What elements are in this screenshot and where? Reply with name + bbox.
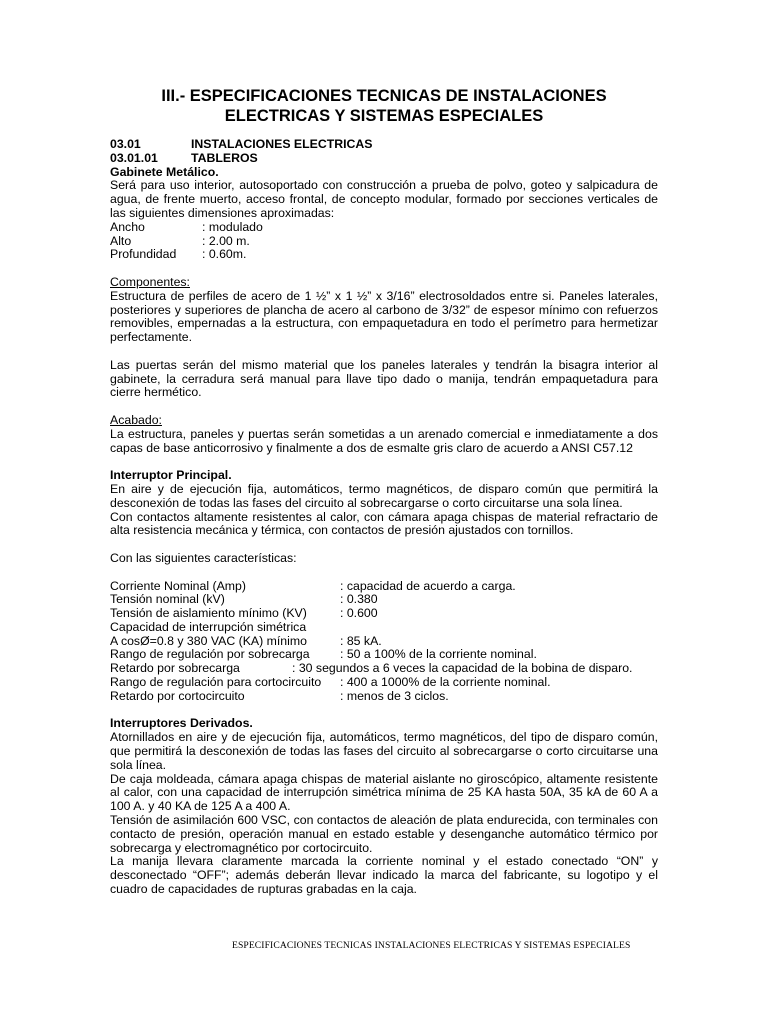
spec-value: : 0.600 <box>340 606 378 621</box>
section-name: INSTALACIONES ELECTRICAS <box>191 137 373 151</box>
title-line-1: III.- ESPECIFICACIONES TECNICAS DE INSTALACIONES <box>161 87 607 105</box>
section-heading-03-01 <box>110 138 658 152</box>
spec-value: : 400 a 1000% de la corriente nominal. <box>340 675 551 690</box>
spec-value: : 30 segundos a 6 veces la capacidad de la bobina de disparo. <box>292 661 633 676</box>
dimension-row <box>110 235 658 249</box>
spec-key: Tensión nominal (kV) <box>110 592 225 607</box>
spec-key: Tensión de aislamiento mínimo (KV) <box>110 606 307 621</box>
derivados-paragraph-4: La manija llevara claramente marcada la corriente nominal y el estado conectado “ON” y desconectado “OFF”; además deberán llevar indicado la marca del fabricante, su logotipo y el cuadro de capacidades de rupturas grabadas en la caja. <box>110 854 658 897</box>
dimension-key: Ancho <box>110 219 145 234</box>
gabinete-intro: Será para uso interior, autosoportado con construcción a prueba de polvo, goteo y salpicadura de agua, de frente muerto, acceso frontal, de concepto modular, formado por secciones verticales de las siguientes dimensiones aproximadas: <box>110 178 658 220</box>
page-footer: ESPECIFICACIONES TECNICAS INSTALACIONES ELECTRICAS Y SISTEMAS ESPECIALES <box>232 940 631 951</box>
spec-value: : 85 kA. <box>340 633 382 648</box>
dimension-row <box>110 248 658 262</box>
section-number: 03.01 <box>110 137 141 151</box>
spec-key: Rango de regulación por sobrecarga <box>110 647 310 662</box>
derivados-paragraph-1: Atornillados en aire y de ejecución fija, automáticos, termo magnéticos, del tipo de disparo común, que permitirá la desconexión de todas las fases del circuito al sobrecargarse o corto circuitarse una sola línea. <box>110 730 658 772</box>
principal-paragraph-2: Con contactos altamente resistentes al calor, con cámara apaga chispas de material refractario de alta resistencia mecánica y térmica, con contactos de presión ajustados con tornillos. <box>110 509 658 538</box>
spec-key: Rango de regulación para cortocircuito <box>110 675 322 690</box>
spec-value: : 0.380 <box>340 592 378 607</box>
acabado-paragraph: La estructura, paneles y puertas serán sometidas a un arenado comercial e inmediatamente a dos capas de base anticorrosivo y finalmente a dos de esmalte gris claro de acuerdo a ANSI C57.12 <box>110 426 658 455</box>
acabado-heading: Acabado: <box>110 412 162 427</box>
dimension-key: Alto <box>110 233 132 248</box>
caracteristicas-intro: Con las siguientes características: <box>110 550 297 565</box>
spec-value: : 50 a 100% de la corriente nominal. <box>340 647 537 662</box>
spec-row <box>110 593 658 607</box>
document-page <box>110 86 658 897</box>
spec-key: A cosØ=0.8 y 380 VAC (KA) mínimo <box>110 633 307 648</box>
section-heading-03-01-01 <box>110 152 658 166</box>
section-name: TABLEROS <box>191 150 258 165</box>
spec-key: Retardo por sobrecarga <box>110 661 240 676</box>
spec-row <box>110 607 658 621</box>
spec-value: : menos de 3 ciclos. <box>340 688 449 703</box>
dimension-value: : modulado <box>202 219 263 234</box>
title-line-2: ELECTRICAS Y SISTEMAS ESPECIALES <box>224 107 544 125</box>
derivados-paragraph-2: De caja moldeada, cámara apaga chispas de material aislante no giroscópico, altamente resistente al calor, con una capacidad de interrupción simétrica mínima de 25 KA hasta 50A, 35 kA de 60 A a 100 A. y 40 KA de 125 A a 400 A. <box>110 771 658 814</box>
spec-row <box>110 676 658 690</box>
spec-value: : capacidad de acuerdo a carga. <box>340 578 516 593</box>
spec-row <box>110 635 658 649</box>
interruptor-principal-heading: Interruptor Principal. <box>110 468 232 483</box>
document-title <box>110 86 658 126</box>
spec-row <box>110 580 658 594</box>
spec-key: Retardo por cortocircuito <box>110 688 245 703</box>
spec-row-retardo-sobrecarga <box>110 662 658 676</box>
componentes-heading: Componentes: <box>110 274 190 289</box>
principal-paragraph-1: En aire y de ejecución fija, automáticos, termo magnéticos, de disparo común que permitirá la desconexión de todas las fases del circuito al sobrecargarse o corto circuitarse una sola línea. <box>110 481 658 510</box>
componentes-paragraph-1: Estructura de perfiles de acero de 1 ½” x 1 ½” x 3/16” electrosoldados entre si. Paneles laterales, posteriores y superiores de plancha de acero al carbono de 3/32” de espesor mínimo con refuerzos removibles, empernadas a la estructura, con empaquetadura en todo el perímetro para hermetizar perfectamente. <box>110 288 658 345</box>
dimension-value: : 0.60m. <box>202 247 247 262</box>
dimension-value: : 2.00 m. <box>202 233 250 248</box>
spec-key: Corriente Nominal (Amp) <box>110 578 246 593</box>
spec-key: Capacidad de interrupción simétrica <box>110 619 307 634</box>
section-number: 03.01.01 <box>110 150 158 165</box>
spec-row <box>110 648 658 662</box>
gabinete-heading: Gabinete Metálico. <box>110 164 219 179</box>
derivados-paragraph-3: Tensión de asimilación 600 VSC, con contactos de aleación de plata endurecida, con terminales con contacto de presión, operación manual en estado estable y desenganche automático térmico por sobrecarga y electromagnético por cortocircuito. <box>110 813 658 855</box>
dimension-key: Profundidad <box>110 247 177 262</box>
spec-row <box>110 621 658 635</box>
dimension-row <box>110 221 658 235</box>
interruptores-derivados-heading: Interruptores Derivados. <box>110 716 253 731</box>
componentes-paragraph-2: Las puertas serán del mismo material que los paneles laterales y tendrán la bisagra interior al gabinete, la cerradura será manual para llave tipo dado o manija, tendrán empaquetadura para cierre hermético. <box>110 357 658 400</box>
spec-row <box>110 690 658 704</box>
